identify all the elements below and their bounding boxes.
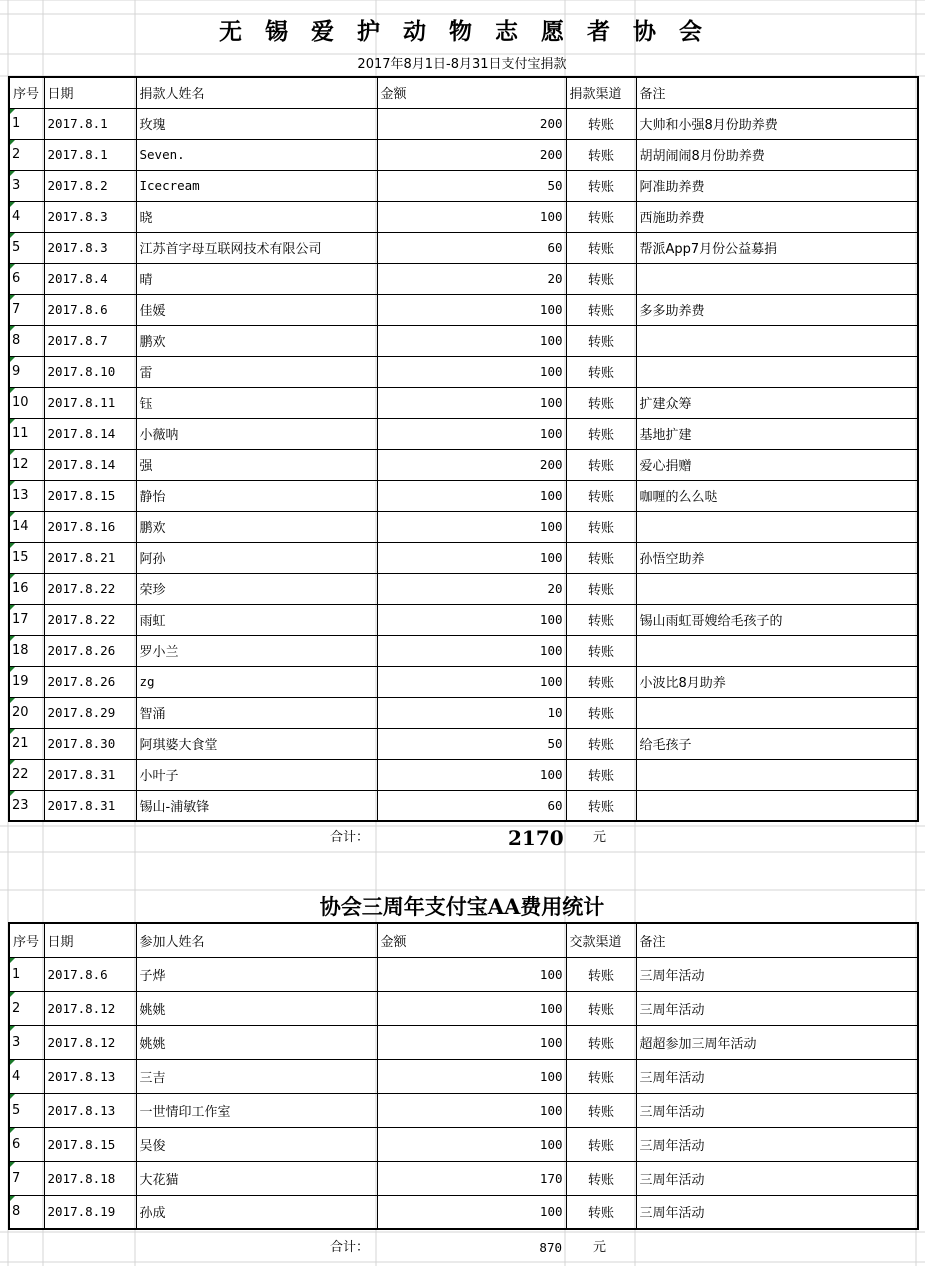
cell-channel: 转账 (566, 418, 636, 449)
cell-seq: 7 (9, 1161, 44, 1195)
table-row (9, 1195, 918, 1229)
cell-name: 姚姚 (136, 991, 377, 1025)
cell-amount: 20 (377, 573, 566, 604)
table-row (9, 170, 918, 201)
cell-name: 荣珍 (136, 573, 377, 604)
header-channel: 交款渠道 (566, 923, 636, 957)
cell-channel: 转账 (566, 356, 636, 387)
cell-channel: 转账 (566, 697, 636, 728)
cell-note: 三周年活动 (636, 1127, 918, 1161)
cell-name: 阿孙 (136, 542, 377, 573)
cell-date: 2017.8.3 (44, 201, 136, 232)
cell-seq: 11 (9, 418, 44, 449)
table-row (9, 139, 918, 170)
cell-amount: 50 (377, 728, 566, 759)
header-name: 参加人姓名 (136, 923, 377, 957)
cell-name: 罗小兰 (136, 635, 377, 666)
table-row (9, 604, 918, 635)
sheet2-total-label: 合计： (330, 1240, 370, 1255)
cell-seq: 7 (9, 294, 44, 325)
cell-seq: 15 (9, 542, 44, 573)
cell-note: 咖喱的么么哒 (636, 480, 918, 511)
cell-amount: 170 (377, 1161, 566, 1195)
table-row (9, 991, 918, 1025)
cell-name: 晴 (136, 263, 377, 294)
cell-channel: 转账 (566, 542, 636, 573)
cell-channel: 转账 (566, 1195, 636, 1229)
cell-amount: 100 (377, 387, 566, 418)
cell-note (636, 573, 918, 604)
cell-channel: 转账 (566, 957, 636, 991)
cell-note: 大帅和小强8月份助养费 (636, 108, 918, 139)
cell-seq: 6 (9, 263, 44, 294)
cell-seq: 17 (9, 604, 44, 635)
cell-date: 2017.8.31 (44, 759, 136, 790)
cell-name: 强 (136, 449, 377, 480)
cell-date: 2017.8.30 (44, 728, 136, 759)
cell-channel: 转账 (566, 232, 636, 263)
cell-name: 雷 (136, 356, 377, 387)
cell-seq: 3 (9, 1025, 44, 1059)
cell-date: 2017.8.6 (44, 957, 136, 991)
cell-date: 2017.8.16 (44, 511, 136, 542)
table-row (9, 449, 918, 480)
cell-seq: 5 (9, 232, 44, 263)
sheet2-total-value: 870 (539, 1240, 562, 1255)
cell-channel: 转账 (566, 480, 636, 511)
cell-name: 晓 (136, 201, 377, 232)
cell-channel: 转账 (566, 201, 636, 232)
cell-channel: 转账 (566, 991, 636, 1025)
cell-name: 大花猫 (136, 1161, 377, 1195)
cell-channel: 转账 (566, 263, 636, 294)
cell-seq: 5 (9, 1093, 44, 1127)
cell-amount: 100 (377, 325, 566, 356)
cell-amount: 100 (377, 418, 566, 449)
cell-seq: 16 (9, 573, 44, 604)
cell-name: 鹏欢 (136, 511, 377, 542)
cell-seq: 23 (9, 790, 44, 821)
cell-seq: 8 (9, 325, 44, 356)
cell-seq: 19 (9, 666, 44, 697)
cell-seq: 21 (9, 728, 44, 759)
table-row (9, 480, 918, 511)
cell-channel: 转账 (566, 573, 636, 604)
cell-amount: 50 (377, 170, 566, 201)
cell-seq: 22 (9, 759, 44, 790)
cell-seq: 12 (9, 449, 44, 480)
table-row (9, 511, 918, 542)
header-name: 捐款人姓名 (136, 77, 377, 108)
cell-amount: 100 (377, 511, 566, 542)
cell-name: 鹏欢 (136, 325, 377, 356)
header-date: 日期 (44, 77, 136, 108)
cell-name: 子烨 (136, 957, 377, 991)
cell-name: 一世情印工作室 (136, 1093, 377, 1127)
cell-name: 江苏首字母互联网技术有限公司 (136, 232, 377, 263)
table-row (9, 728, 918, 759)
cell-seq: 1 (9, 108, 44, 139)
table-row (9, 201, 918, 232)
table-row (9, 1025, 918, 1059)
cell-note: 给毛孩子 (636, 728, 918, 759)
cell-date: 2017.8.31 (44, 790, 136, 821)
cell-amount: 100 (377, 1195, 566, 1229)
cell-amount: 100 (377, 1059, 566, 1093)
cell-seq: 2 (9, 139, 44, 170)
cell-amount: 100 (377, 356, 566, 387)
cell-amount: 100 (377, 1025, 566, 1059)
cell-note (636, 511, 918, 542)
cell-note (636, 325, 918, 356)
cell-note: 帮派App7月份公益募捐 (636, 232, 918, 263)
cell-note: 超超参加三周年活动 (636, 1025, 918, 1059)
cell-channel: 转账 (566, 170, 636, 201)
cell-seq: 13 (9, 480, 44, 511)
cell-amount: 100 (377, 635, 566, 666)
cell-name: 锡山-浦敏锋 (136, 790, 377, 821)
cell-seq: 18 (9, 635, 44, 666)
table-row (9, 573, 918, 604)
cell-channel: 转账 (566, 728, 636, 759)
cell-seq: 2 (9, 991, 44, 1025)
cell-amount: 100 (377, 294, 566, 325)
cell-channel: 转账 (566, 1093, 636, 1127)
donation-table (8, 76, 919, 822)
cell-channel: 转账 (566, 108, 636, 139)
cell-date: 2017.8.1 (44, 139, 136, 170)
header-amount: 金额 (377, 923, 566, 957)
cell-note: 三周年活动 (636, 957, 918, 991)
cell-seq: 9 (9, 356, 44, 387)
cell-seq: 14 (9, 511, 44, 542)
cell-seq: 3 (9, 170, 44, 201)
cell-channel: 转账 (566, 604, 636, 635)
cell-channel: 转账 (566, 139, 636, 170)
cell-name: 小薇呐 (136, 418, 377, 449)
cell-name: 雨虹 (136, 604, 377, 635)
cell-amount: 10 (377, 697, 566, 728)
cell-amount: 100 (377, 480, 566, 511)
cell-seq: 4 (9, 201, 44, 232)
cell-note (636, 790, 918, 821)
cell-date: 2017.8.7 (44, 325, 136, 356)
sheet1-total-unit: 元 (593, 830, 607, 845)
cell-seq: 6 (9, 1127, 44, 1161)
cell-channel: 转账 (566, 449, 636, 480)
cell-name: 小叶子 (136, 759, 377, 790)
header-channel: 捐款渠道 (566, 77, 636, 108)
header-row (9, 923, 918, 957)
cell-amount: 200 (377, 449, 566, 480)
cell-name: 吴俊 (136, 1127, 377, 1161)
cell-amount: 100 (377, 957, 566, 991)
cell-note: 三周年活动 (636, 991, 918, 1025)
cell-channel: 转账 (566, 325, 636, 356)
cell-name: 钰 (136, 387, 377, 418)
cell-name: 静怡 (136, 480, 377, 511)
header-date: 日期 (44, 923, 136, 957)
cell-note: 西施助养费 (636, 201, 918, 232)
header-seq: 序号 (9, 923, 44, 957)
cell-date: 2017.8.10 (44, 356, 136, 387)
header-note: 备注 (636, 923, 918, 957)
cell-name: zg (136, 666, 377, 697)
cell-date: 2017.8.21 (44, 542, 136, 573)
sheet1-total-value: 2170 (508, 826, 564, 850)
cell-name: 智涌 (136, 697, 377, 728)
sheet1-total-label: 合计： (330, 830, 370, 845)
cell-date: 2017.8.11 (44, 387, 136, 418)
header-amount: 金额 (377, 77, 566, 108)
table-row (9, 325, 918, 356)
table-row (9, 387, 918, 418)
cell-date: 2017.8.2 (44, 170, 136, 201)
cell-date: 2017.8.1 (44, 108, 136, 139)
table-row (9, 666, 918, 697)
table-row (9, 1127, 918, 1161)
header-note: 备注 (636, 77, 918, 108)
cell-date: 2017.8.13 (44, 1059, 136, 1093)
cell-name: 阿琪婆大食堂 (136, 728, 377, 759)
cell-amount: 60 (377, 232, 566, 263)
cell-channel: 转账 (566, 1059, 636, 1093)
cell-note: 锡山雨虹哥嫂给毛孩子的 (636, 604, 918, 635)
cell-name: 佳媛 (136, 294, 377, 325)
cell-seq: 4 (9, 1059, 44, 1093)
table-row (9, 108, 918, 139)
table-row (9, 1161, 918, 1195)
table-row (9, 697, 918, 728)
cell-amount: 20 (377, 263, 566, 294)
cell-note: 三周年活动 (636, 1059, 918, 1093)
cell-channel: 转账 (566, 790, 636, 821)
cell-date: 2017.8.12 (44, 1025, 136, 1059)
cell-date: 2017.8.19 (44, 1195, 136, 1229)
cell-note: 三周年活动 (636, 1093, 918, 1127)
table-row (9, 418, 918, 449)
cell-channel: 转账 (566, 759, 636, 790)
table-row (9, 1093, 918, 1127)
cell-channel: 转账 (566, 1127, 636, 1161)
cell-amount: 100 (377, 542, 566, 573)
cell-amount: 100 (377, 1093, 566, 1127)
table-row (9, 635, 918, 666)
cell-channel: 转账 (566, 387, 636, 418)
cell-date: 2017.8.14 (44, 449, 136, 480)
cell-date: 2017.8.26 (44, 666, 136, 697)
aa-fee-table (8, 922, 919, 1230)
cell-note: 孙悟空助养 (636, 542, 918, 573)
cell-note: 三周年活动 (636, 1195, 918, 1229)
cell-channel: 转账 (566, 1161, 636, 1195)
table-row (9, 790, 918, 821)
cell-seq: 8 (9, 1195, 44, 1229)
cell-amount: 60 (377, 790, 566, 821)
header-row (9, 77, 918, 108)
cell-note: 小波比8月助养 (636, 666, 918, 697)
cell-note (636, 356, 918, 387)
cell-channel: 转账 (566, 294, 636, 325)
table-row (9, 759, 918, 790)
sheet1-subtitle: 2017年8月1日-8月31日支付宝捐款 (357, 57, 567, 72)
cell-name: 三吉 (136, 1059, 377, 1093)
cell-seq: 10 (9, 387, 44, 418)
sheet2-title: 协会三周年支付宝AA费用统计 (319, 894, 605, 919)
cell-date: 2017.8.4 (44, 263, 136, 294)
cell-amount: 200 (377, 139, 566, 170)
cell-date: 2017.8.14 (44, 418, 136, 449)
cell-date: 2017.8.18 (44, 1161, 136, 1195)
cell-note: 阿准助养费 (636, 170, 918, 201)
cell-name: Seven. (136, 139, 377, 170)
table-row (9, 294, 918, 325)
cell-note (636, 635, 918, 666)
cell-date: 2017.8.26 (44, 635, 136, 666)
cell-amount: 100 (377, 666, 566, 697)
cell-date: 2017.8.3 (44, 232, 136, 263)
cell-date: 2017.8.15 (44, 480, 136, 511)
cell-date: 2017.8.22 (44, 604, 136, 635)
table-row (9, 356, 918, 387)
cell-date: 2017.8.22 (44, 573, 136, 604)
cell-channel: 转账 (566, 1025, 636, 1059)
cell-date: 2017.8.12 (44, 991, 136, 1025)
cell-date: 2017.8.29 (44, 697, 136, 728)
table-row (9, 1059, 918, 1093)
sheet2-total-unit: 元 (593, 1240, 607, 1255)
cell-name: Icecream (136, 170, 377, 201)
cell-note (636, 697, 918, 728)
table-row (9, 957, 918, 991)
cell-note: 多多助养费 (636, 294, 918, 325)
cell-date: 2017.8.13 (44, 1093, 136, 1127)
table-row (9, 232, 918, 263)
cell-date: 2017.8.15 (44, 1127, 136, 1161)
cell-amount: 100 (377, 1127, 566, 1161)
cell-name: 玫瑰 (136, 108, 377, 139)
cell-note (636, 759, 918, 790)
cell-seq: 20 (9, 697, 44, 728)
cell-note: 基地扩建 (636, 418, 918, 449)
table-row (9, 263, 918, 294)
cell-note: 扩建众筹 (636, 387, 918, 418)
cell-amount: 100 (377, 604, 566, 635)
cell-amount: 100 (377, 201, 566, 232)
cell-note (636, 263, 918, 294)
cell-seq: 1 (9, 957, 44, 991)
cell-channel: 转账 (566, 635, 636, 666)
cell-channel: 转账 (566, 511, 636, 542)
table-row (9, 542, 918, 573)
cell-amount: 200 (377, 108, 566, 139)
cell-name: 姚姚 (136, 1025, 377, 1059)
cell-note: 三周年活动 (636, 1161, 918, 1195)
cell-date: 2017.8.6 (44, 294, 136, 325)
sheet1-title: 无锡爱护动物志愿者协会 (219, 18, 725, 45)
cell-note: 胡胡闹闹8月份助养费 (636, 139, 918, 170)
cell-name: 孙成 (136, 1195, 377, 1229)
cell-channel: 转账 (566, 666, 636, 697)
header-seq: 序号 (9, 77, 44, 108)
cell-amount: 100 (377, 991, 566, 1025)
cell-amount: 100 (377, 759, 566, 790)
cell-note: 爱心捐赠 (636, 449, 918, 480)
